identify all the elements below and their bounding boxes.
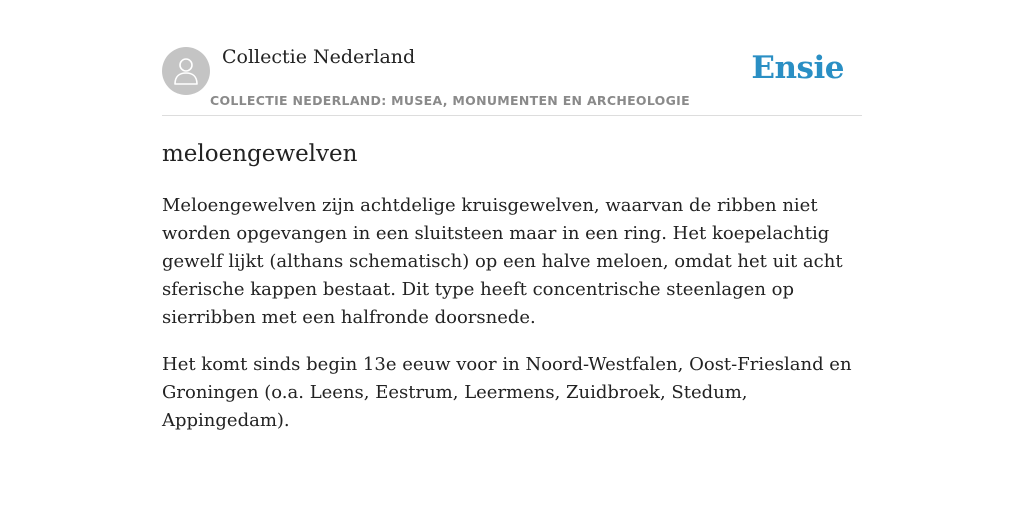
- article-paragraph-1: Meloengewelven zijn achtdelige kruisgewelven, waarvan de ribben niet worden opgevangen in een sluitsteen maar in een ring. Het koepelachtig gewelf lijkt (althans schematisch) op een halve meloen, omdat het uit acht sferische kappen bestaat. Dit type heeft concentrische steenlagen op sierribben met een halfronde doorsnede.: [162, 195, 843, 328]
- avatar[interactable]: [162, 47, 210, 95]
- article-paragraph-2: Het komt sinds begin 13e eeuw voor in Noord-Westfalen, Oost-Friesland en Groningen (o.a. Leens, Eestrum, Leermens, Zuidbroek, Stedum, Appingedam).: [162, 354, 852, 431]
- page-content: [162, 0, 862, 431]
- header: [162, 0, 862, 116]
- site-logo[interactable]: Ensie: [751, 50, 844, 86]
- author-name[interactable]: Collectie Nederland: [222, 46, 416, 68]
- user-avatar-icon: [172, 56, 200, 86]
- page-title: meloengewelven: [162, 141, 358, 167]
- source-subtitle[interactable]: COLLECTIE NEDERLAND: MUSEA, MONUMENTEN EN ARCHEOLOGIE: [210, 93, 690, 108]
